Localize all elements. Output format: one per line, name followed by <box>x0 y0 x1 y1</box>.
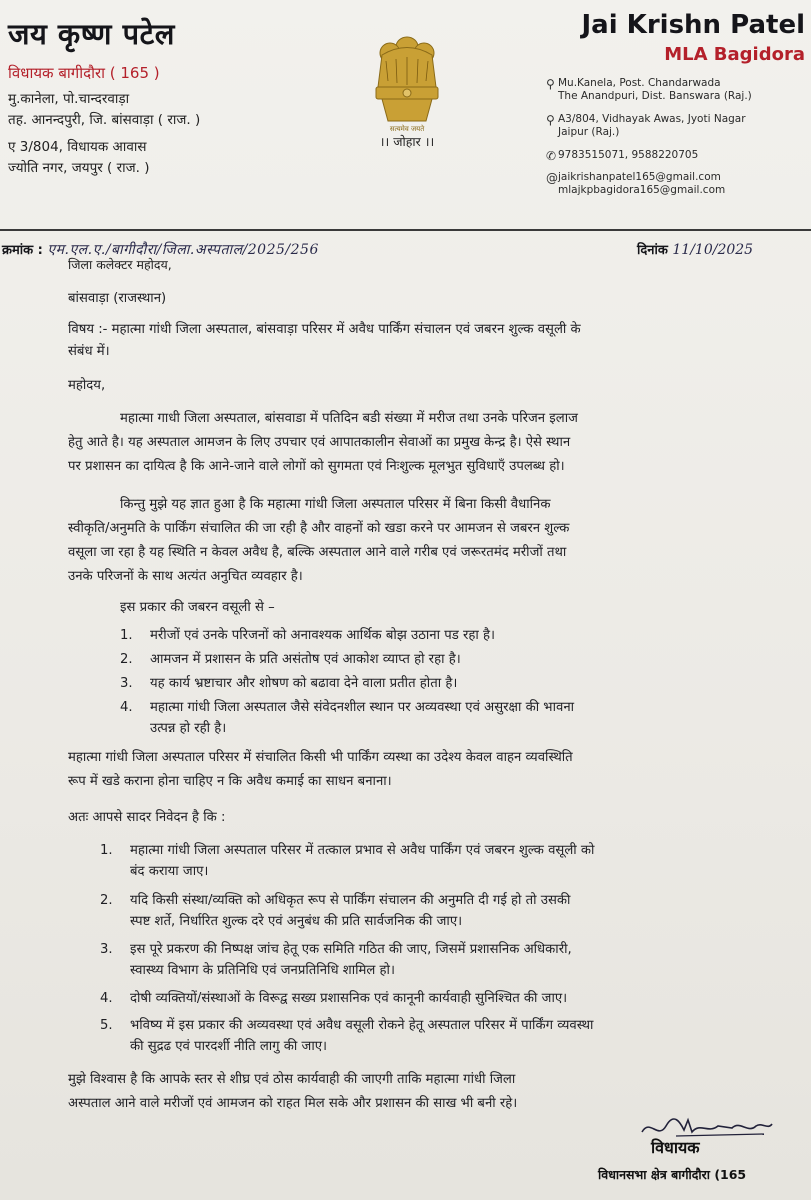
letterhead-right <box>520 10 805 197</box>
addressee-line: जिला कलेक्टर महोदय, <box>68 257 172 272</box>
email-icon: @ <box>546 171 558 185</box>
list-intro: इस प्रकार की जबरन वसूली से – <box>120 600 275 615</box>
list-line: की सुद्रढ एवं पारदर्शी नीति लागु की जाए। <box>130 1039 328 1054</box>
list-item <box>120 697 575 739</box>
list-item <box>100 939 572 981</box>
paragraph-line: पर प्रशासन का दायित्व है कि आने-जाने वाले लोगों को सुगमता एवं निःशुल्क मूलभुत सुविधाएँ उपलब्ध हो। <box>68 459 565 474</box>
list-number: 1. <box>120 628 133 643</box>
addressee-line: बांसवाड़ा (राजस्थान) <box>68 291 167 306</box>
list-item <box>100 890 571 932</box>
list-number: 5. <box>100 1018 113 1033</box>
paragraph-line: किन्तु मुझे यह ज्ञात हुआ है कि महात्मा गांधी जिला अस्पताल परिसर में बिना किसी वैधानिक <box>120 497 551 512</box>
list-line: स्पष्ट शर्ते, निर्धारित शुल्क दरे एवं अनुबंध की प्रति सार्वजनिक की जाए। <box>130 914 463 929</box>
mla-name-english: Jai Krishn Patel <box>581 10 805 40</box>
contact-address-1 <box>520 77 805 103</box>
list-line: उत्पन्न हो रही है। <box>150 721 227 736</box>
email-address: mlajkpbagidora165@gmail.com <box>558 184 726 196</box>
list-line: इस पूरे प्रकरण की निष्पक्ष जांच हेतू एक समिति गठित की जाए, जिसमें प्रशासनिक अधिकारी, <box>130 942 572 957</box>
lion-capital-emblem-icon <box>352 25 462 135</box>
reference-label: क्रमांक : <box>2 243 43 258</box>
list-item <box>120 673 458 694</box>
list-line: स्वास्थ्य विभाग के प्रतिनिधि एवं जनप्रतिनिधि शामिल हो। <box>130 963 395 978</box>
svg-text:सत्यमेव जयते: सत्यमेव जयते <box>389 125 425 133</box>
list-number: 4. <box>100 991 113 1006</box>
list-line: मरीजों एवं उनके परिजनों को अनावश्यक आर्थिक बोझ उठाना पड रहा है। <box>150 628 495 643</box>
list-number: 4. <box>120 700 133 715</box>
list-number: 1. <box>100 843 113 858</box>
address-hindi-line: ज्योति नगर, जयपुर ( राज. ) <box>8 160 150 176</box>
list-line: भविष्य में इस प्रकार की अव्यवस्था एवं अवैध वसूली रोकने हेतू अस्पताल परिसर में पार्किंग व्यवस्था <box>130 1018 594 1033</box>
address-hindi-line: ए 3/804, विधायक आवास <box>8 139 147 155</box>
letterhead-divider <box>0 229 811 231</box>
paragraph-line: हेतु आते है। यह अस्पताल आमजन के लिए उपचार एवं आपातकालीन सेवाओं का प्रमुख केन्द्र है। ऐसे स्थान <box>68 435 571 450</box>
date-value: 11/10/2025 <box>672 242 754 258</box>
paragraph-line: रूप में खडे कराना होना चाहिए न कि अवैध कमाई का साधन बनाना। <box>68 774 392 789</box>
closing-line: मुझे विश्वास है कि आपके स्तर से शीघ्र एवं ठोस कार्यवाही की जाएगी ताकि महात्मा गांधी जिला <box>68 1072 516 1087</box>
contact-address-2 <box>520 113 805 139</box>
contact-line: Jaipur (Raj.) <box>558 126 620 138</box>
salutation: महोदय, <box>68 378 106 393</box>
phone-numbers: 9783515071, 9588220705 <box>558 149 699 161</box>
list-number: 2. <box>120 652 133 667</box>
list-item <box>120 649 461 670</box>
signatory-constituency: विधानसभा क्षेत्र बागीदौरा (165 <box>598 1167 747 1182</box>
location-pin-icon: ⚲ <box>546 113 555 127</box>
paragraph-line: महात्मा गांधी जिला अस्पताल परिसर में संचालित किसी भी पार्किंग व्यस्था का उदेश्य केवल वाहन व्यवस्थिति <box>68 750 573 765</box>
list-line: महात्मा गांधी जिला अस्पताल परिसर में तत्काल प्रभाव से अवैध पार्किंग एवं जबरन शुल्क वसूली को <box>130 843 595 858</box>
paragraph-line: महात्मा गाधी जिला अस्पताल, बांसवाडा में पतिदिन बडी संख्या में मरीज तथा उनके परिजन इलाज <box>120 411 578 426</box>
phone-icon: ✆ <box>546 149 557 163</box>
letterhead-left <box>8 14 338 179</box>
list-line: यह कार्य भ्रष्टाचार और शोषण को बढावा देने वाला प्रतीत होता है। <box>150 676 458 691</box>
emblem-motto: ।। जोहार ।। <box>379 134 435 149</box>
list-intro: अतः आपसे सादर निवेदन है कि : <box>68 810 226 825</box>
contact-email <box>520 171 805 197</box>
date-label: दिनांक <box>637 243 668 258</box>
contact-line: A3/804, Vidhayak Awas, Jyoti Nagar <box>558 113 746 125</box>
list-line: दोषी व्यक्तियों/संस्थाओं के विरूद्व सख्य प्रशासनिक एवं कानूनी कार्यवाही सुनिश्चित की जाए। <box>130 991 568 1006</box>
email-address: jaikrishanpatel165@gmail.com <box>558 171 721 183</box>
list-line: बंद कराया जाए। <box>130 864 209 879</box>
contact-line: Mu.Kanela, Post. Chandarwada <box>558 77 721 89</box>
list-item <box>100 1015 594 1057</box>
mla-designation-hindi: विधायक बागीदौरा ( 165 ) <box>8 64 160 82</box>
address-hindi-line: मु.कानेला, पो.चान्दरवाड़ा <box>8 91 130 107</box>
list-item <box>120 625 495 646</box>
list-number: 3. <box>100 942 113 957</box>
closing-line: अस्पताल आने वाले मरीजों एवं आमजन को राहत मिल सके और प्रशासन की साख भी बनी रहे। <box>68 1096 518 1111</box>
list-item <box>100 840 595 882</box>
list-item <box>100 988 568 1009</box>
list-number: 3. <box>120 676 133 691</box>
list-number: 2. <box>100 893 113 908</box>
list-line: महात्मा गांधी जिला अस्पताल जैसे संवेदनशील स्थान पर अव्यवस्था एवं असुरक्षा की भावना <box>150 700 575 715</box>
list-line: आमजन में प्रशासन के प्रति असंतोष एवं आकोश व्याप्त हो रहा है। <box>150 652 461 667</box>
state-emblem <box>352 25 462 160</box>
contact-phone <box>520 149 805 162</box>
paragraph-line: वसूला जा रहा है यह स्थिति न केवल अवैध है, बल्कि अस्पताल आने वाले गरीब एवं जरूरतमंद मरीजों तथा <box>68 545 567 560</box>
letter-date <box>637 240 753 258</box>
signatory-title: विधायक <box>651 1138 700 1157</box>
subject-line: संबंध में। <box>68 344 110 359</box>
subject-line: विषय :- महात्मा गांधी जिला अस्पताल, बांसवाड़ा परिसर में अवैध पार्किंग संचालन एवं जबरन शुल्क वसूली के <box>68 322 581 337</box>
mla-name-hindi: जय कृष्ण पटेल <box>8 17 175 51</box>
location-pin-icon: ⚲ <box>546 77 555 91</box>
paragraph-line: स्वीकृति/अनुमति के पार्किंग संचालित की जा रही है और वाहनों को खडा करने पर आमजन से जबरन शुल्क <box>68 521 570 536</box>
list-line: यदि किसी संस्था/व्यक्ति को अधिकृत रूप से पार्किंग संचालन की अनुमति दी गई हो तो उसकी <box>130 893 571 908</box>
paragraph-line: उनके परिजनों के साथ अत्यंत अनुचित व्यवहार है। <box>68 569 303 584</box>
address-hindi-line: तह. आनन्दपुरी, जि. बांसवाड़ा ( राज. ) <box>8 112 201 128</box>
contact-line: The Anandpuri, Dist. Banswara (Raj.) <box>558 90 752 102</box>
reference-value: एम.एल.ए./बागीदौरा/जिला.अस्पताल/2025/256 <box>47 242 319 258</box>
mla-designation-english: MLA Bagidora <box>664 44 805 65</box>
